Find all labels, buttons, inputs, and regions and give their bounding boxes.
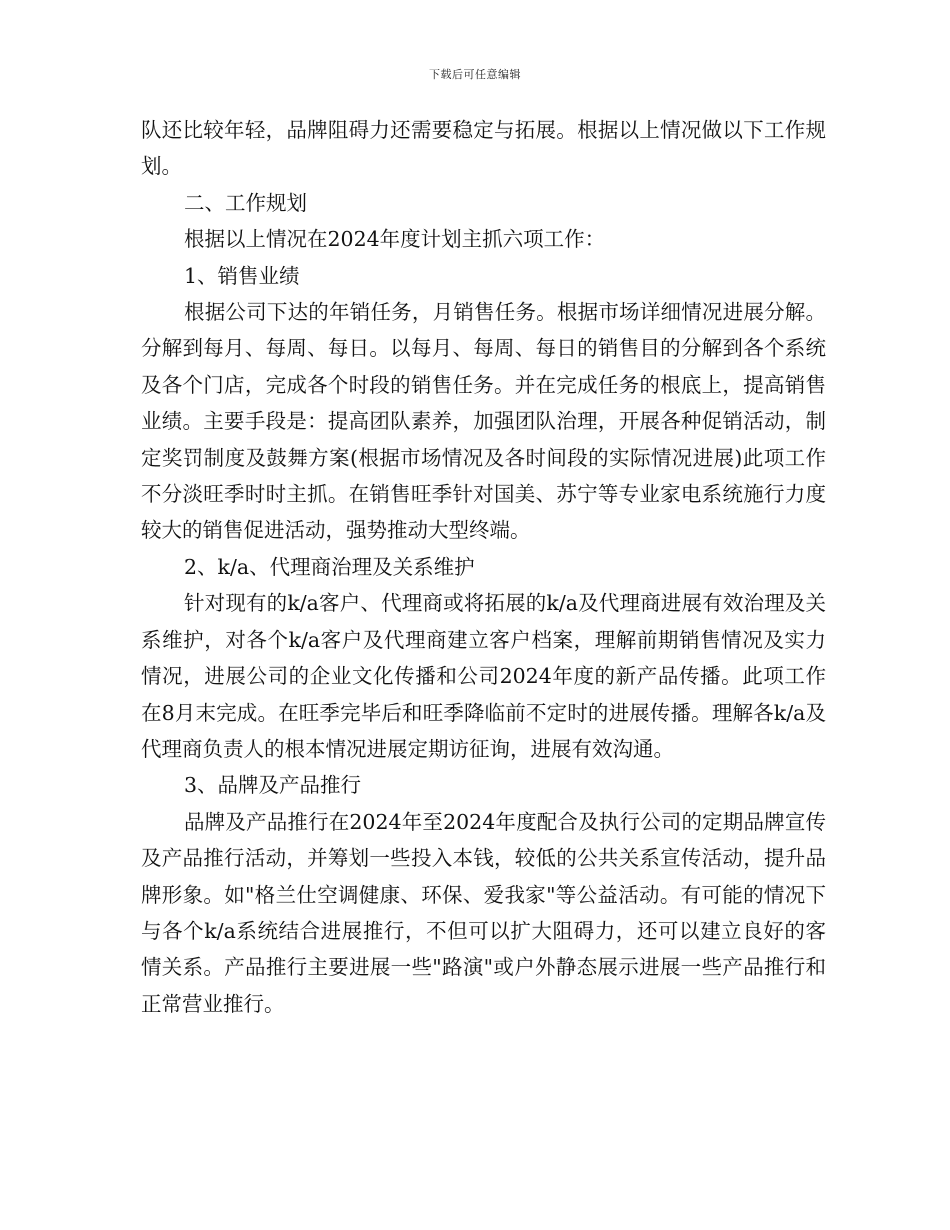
document-body — [141, 112, 826, 1022]
section-heading-work-plan: 二、工作规划 — [184, 190, 307, 215]
subheading-sales-performance: 1、销售业绩 — [184, 263, 300, 288]
page-header: 下载后可任意编辑 — [429, 68, 521, 81]
paragraph-brand-product-promotion: 品牌及产品推行在2024年至2024年度配合及执行公司的定期品牌宣传及产品推行活动，并筹划一些投入本钱，较低的公共关系宣传活动，提升品牌形象。如"格兰仕空调健康、环保、爱我家"等公益活动。有可能的情况下与各个k/a系统结合进展推行，不但可以扩大阻碍力，还可以建立良好的客情关系。产品推行主要进展一些"路演"或户外静态展示进展一些产品推行和正常营业推行。 — [141, 809, 826, 1016]
paragraph-ka-agent-management: 针对现有的k/a客户、代理商或将拓展的k/a及代理商进展有效治理及关系维护，对各个k/a客户及代理商建立客户档案，理解前期销售情况及实力情况，进展公司的企业文化传播和公司2024年度的新产品传播。此项工作在8月末完成。在旺季完毕后和旺季降临前不定时的进展传播。理解各k/a及代理商负责人的根本情况进展定期访征询，进展有效沟通。 — [141, 591, 826, 761]
paragraph-sales-performance: 根据公司下达的年销任务，月销售任务。根据市场详细情况进展分解。分解到每月、每周、每日。以每月、每周、每日的销售目的分解到各个系统及各个门店，完成各个时段的销售任务。并在完成任务的根底上，提高销售业绩。主要手段是：提高团队素养，加强团队治理，开展各种促销活动，制定奖罚制度及鼓舞方案(根据市场情况及各时间段的实际情况进展)此项工作不分淡旺季时时主抓。在销售旺季针对国美、苏宁等专业家电系统施行力度较大的销售促进活动，强势推动大型终端。 — [141, 300, 826, 543]
subheading-brand-product-promotion: 3、品牌及产品推行 — [184, 773, 362, 798]
paragraph-plan-summary: 根据以上情况在2024年度计划主抓六项工作： — [184, 227, 606, 252]
paragraph-intro-continuation: 队还比较年轻，品牌阻碍力还需要稳定与拓展。根据以上情况做以下工作规划。 — [141, 118, 826, 179]
subheading-ka-agent-management: 2、k/a、代理商治理及关系维护 — [184, 554, 475, 579]
